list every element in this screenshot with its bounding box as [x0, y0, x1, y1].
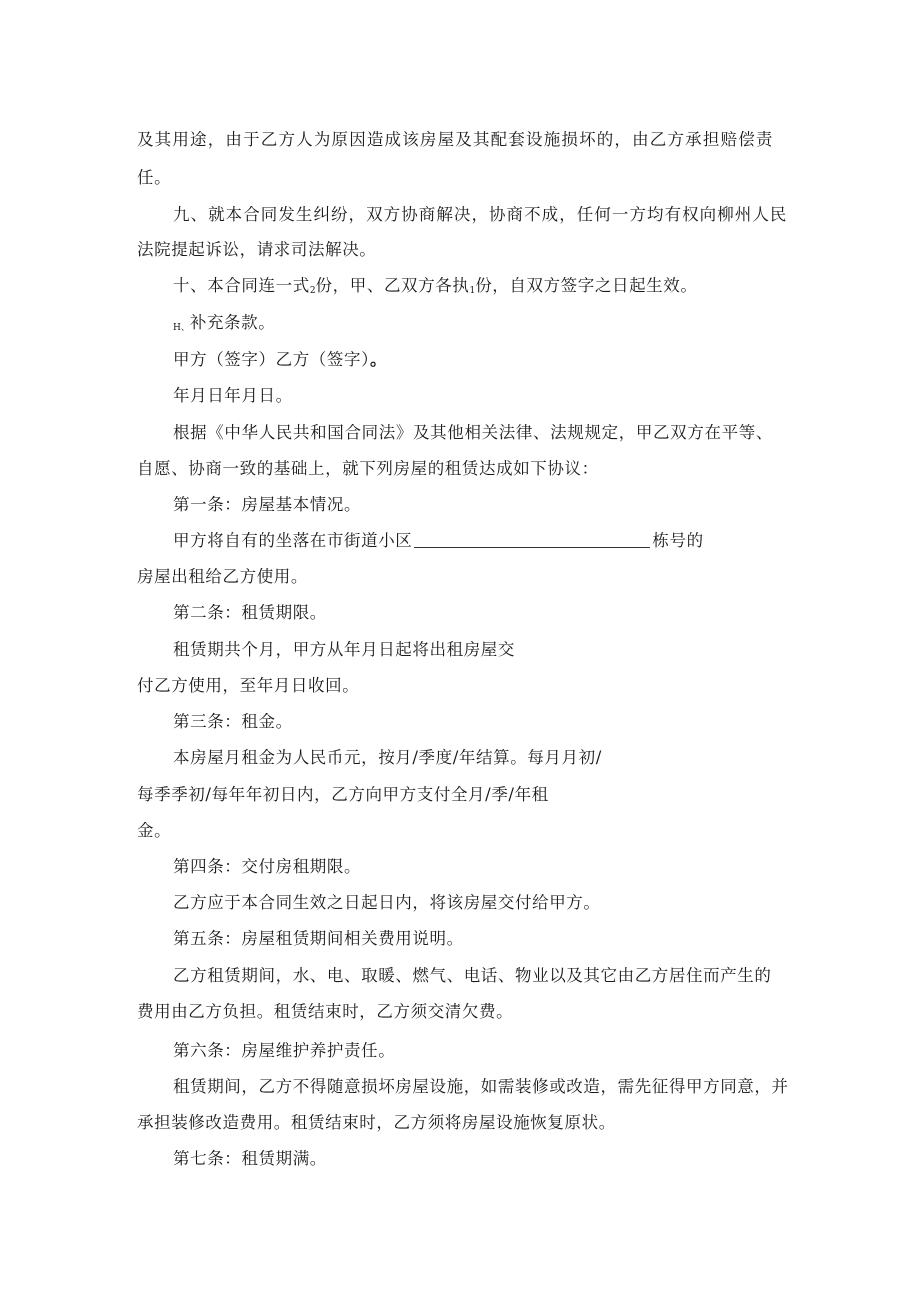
signature-period: 。 [369, 350, 388, 369]
property-location-text: 甲方将自有的坐落在市街道小区 [173, 531, 413, 550]
paragraph-line: 付乙方使用，至年月日收回。 [137, 676, 360, 695]
paragraph-line [173, 276, 698, 301]
paragraph-line: 费用由乙方负担。租赁结束时，乙方须交清欠费。 [137, 1002, 514, 1021]
article-heading: 第六条：房屋维护养护责任。 [173, 1041, 396, 1060]
paragraph-line [173, 313, 275, 338]
paragraph-line [173, 350, 387, 370]
clause-number-garbled: H、 [173, 323, 190, 333]
paragraph-line: 本房屋月租金为人民币元，按月/季度/年结算。每月月初/ [173, 748, 602, 767]
paragraph-line: 及其用途，由于乙方人为原因造成该房屋及其配套设施损坏的，由乙方承担赔偿责 [137, 130, 773, 149]
copies-total-number: 2 [309, 286, 316, 296]
paragraph-line: 承担装修改造费用。租赁结束时，乙方须将房屋设施恢复原状。 [137, 1113, 616, 1132]
article-heading: 第五条：房屋租赁期间相关费用说明。 [173, 929, 464, 948]
article-heading: 第四条：交付房租期限。 [173, 857, 362, 876]
paragraph-line: 房屋出租给乙方使用。 [137, 567, 308, 586]
paragraph-line: 金。 [137, 821, 172, 840]
paragraph-line: 任。 [137, 168, 172, 187]
paragraph-line [173, 531, 704, 551]
paragraph-line: 法院提起诉讼，请求司法解决。 [137, 240, 377, 259]
paragraph-line: 租赁期间，乙方不得随意损坏房屋设施，如需装修或改造，需先征得甲方同意，并 [173, 1077, 789, 1096]
paragraph-line: 年月日年月日。 [173, 386, 293, 405]
clause-ten-text-b: 份，甲、乙双方各执 [315, 276, 470, 295]
article-heading: 第二条：租赁期限。 [173, 603, 327, 622]
paragraph-line: 乙方租赁期间，水、电、取暖、燃气、电话、物业以及其它由乙方居住而产生的 [173, 966, 772, 985]
article-heading: 第三条：租金。 [173, 712, 293, 731]
paragraph-line: 根据《中华人民共和国合同法》及其他相关法律、法规规定，甲乙双方在平等、 [173, 423, 773, 442]
paragraph-line: 每季季初/每年年初日内，乙方向甲方支付全月/季/年租 [137, 785, 549, 804]
article-heading: 第一条：房屋基本情况。 [173, 495, 362, 514]
paragraph-line: 自愿、协商一致的基础上，就下列房屋的租赁达成如下协议： [137, 459, 599, 478]
supplementary-terms-text: 补充条款。 [189, 313, 276, 332]
copies-each-number: 1 [469, 286, 476, 296]
fill-in-blank [414, 531, 650, 548]
article-heading: 第七条：租赁期满。 [173, 1149, 327, 1168]
signature-text: 甲方（签字）乙方（签字） [173, 350, 370, 369]
paragraph-line: 乙方应于本合同生效之日起日内，将该房屋交付给甲方。 [173, 893, 601, 912]
clause-ten-text-a: 十、本合同连一式 [173, 276, 310, 295]
clause-ten-text-c: 份，自双方签字之日起生效。 [475, 276, 698, 295]
property-building-text: 栋号的 [652, 531, 704, 550]
paragraph-line: 九、就本合同发生纠纷，双方协商解决，协商不成，任何一方均有权向柳州人民 [173, 205, 787, 224]
paragraph-line: 租赁期共个月，甲方从年月日起将出租房屋交 [173, 640, 515, 659]
